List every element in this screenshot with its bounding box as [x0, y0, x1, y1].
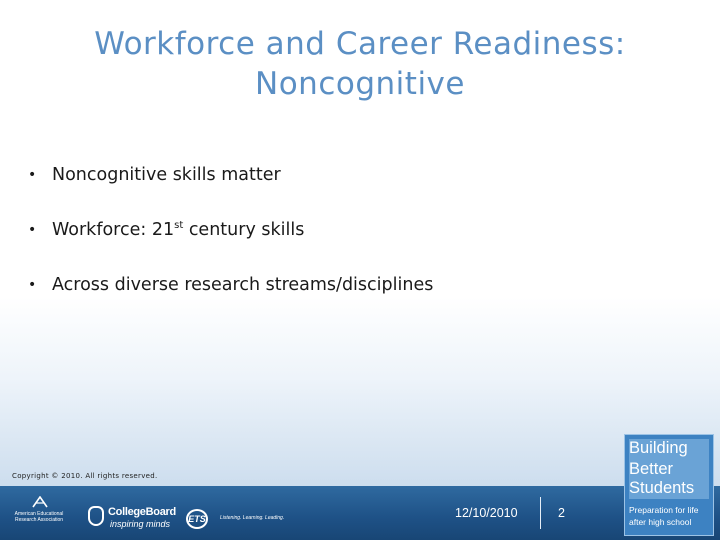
- bullet-icon: •: [28, 222, 37, 238]
- title-line-2: Noncognitive: [255, 66, 465, 102]
- slide-title: [0, 24, 720, 104]
- badge-line-2: Better: [629, 460, 674, 478]
- bullet-text: Workforce: 21: [52, 220, 175, 240]
- bullet-item: [28, 217, 433, 272]
- bullet-list: [28, 162, 433, 327]
- footer-date: 12/10/2010: [455, 506, 518, 520]
- bullet-text: Noncognitive skills matter: [52, 165, 281, 185]
- ets-mark-icon: ETS: [186, 509, 208, 529]
- building-better-students-badge: [624, 434, 714, 536]
- bullet-icon: •: [28, 167, 37, 183]
- ets-tagline: Listening. Learning. Leading.: [220, 515, 285, 521]
- badge-line-3: Students: [629, 479, 695, 497]
- title-line-1: Workforce and Career Readiness:: [94, 26, 626, 62]
- bullet-text: Across diverse research streams/disciplines: [52, 275, 434, 295]
- bullet-icon: •: [28, 277, 37, 293]
- bullet-text-tail: century skills: [183, 220, 305, 240]
- college-board-tagline: inspiring minds: [110, 519, 171, 529]
- badge-sub-line-1: Preparation for life: [629, 505, 699, 515]
- college-board-name: CollegeBoard: [108, 506, 176, 518]
- badge-sub-line-2: after high school: [629, 517, 692, 527]
- bullet-item: [28, 162, 433, 217]
- aera-logo-text: American Educational Research Association: [14, 511, 64, 523]
- aera-logo: [8, 496, 70, 532]
- aera-mark-icon: [32, 496, 48, 508]
- copyright-notice: Copyright © 2010. All rights reserved.: [12, 472, 158, 480]
- footer-divider: [540, 497, 541, 529]
- badge-line-1: Building: [629, 439, 688, 457]
- college-board-logo: [86, 500, 176, 532]
- bullet-item: [28, 272, 433, 327]
- acorn-icon: [88, 506, 104, 526]
- page-number: 2: [558, 506, 565, 520]
- bullet-superscript: st: [174, 220, 184, 232]
- ets-logo: [186, 509, 286, 531]
